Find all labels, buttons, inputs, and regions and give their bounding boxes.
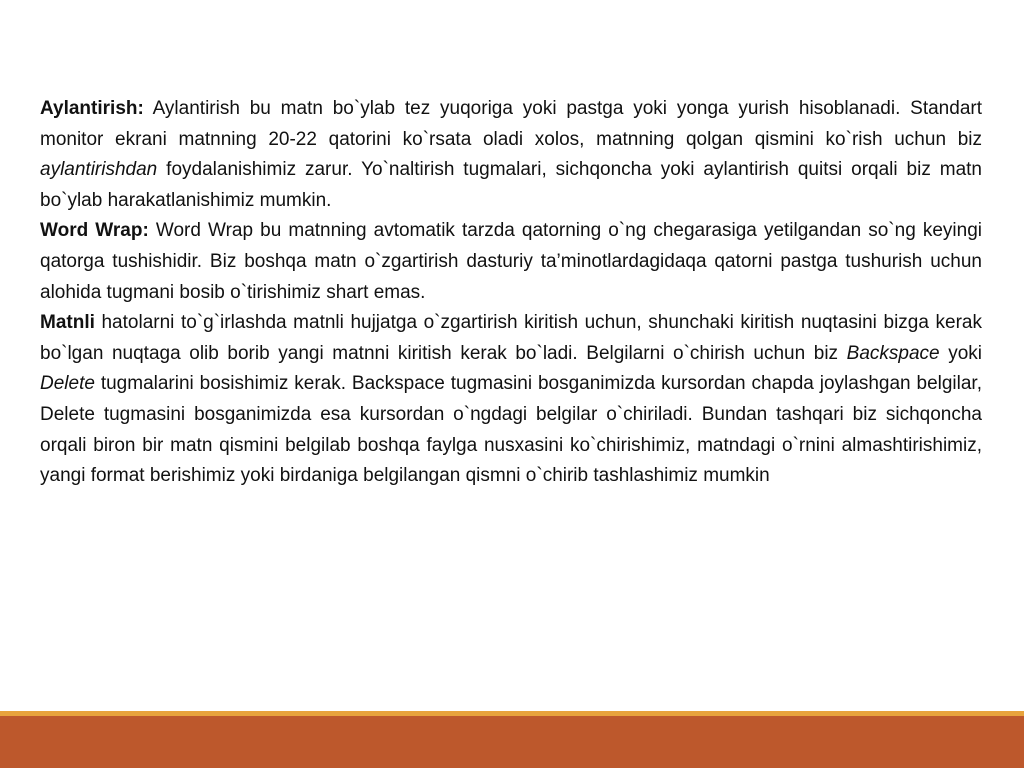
paragraph-text: foydalanishimiz zarur. Yo`naltirish tugmalari, sichqoncha yoki aylantirish quitsi orqali biz matn bo`ylab harakatlanishimiz mumkin. — [40, 159, 982, 211]
paragraph-matnli — [40, 308, 982, 492]
paragraph-text: Word Wrap bu matnning avtomatik tarzda qatorning o`ng chegarasiga yetilgandan so`ng keyingi qatorga tushishidir. Biz boshqa matn o`zgartirish dasturiy ta’minotlardagidaqa qatorni pastga tushurish uchun alohida tugmani bosib o`tirishimiz shart emas. — [40, 220, 982, 303]
slide-body-text — [40, 94, 982, 492]
term-aylantirish: Aylantirish: — [40, 98, 144, 119]
emphasis-backspace: Backspace — [846, 342, 940, 364]
paragraph-text: tugmalarini bosishimiz kerak. Backspace tugmasini bosganimizda kursordan chapda joylashgan belgilar, Delete tugmasini bosganimizda esa kursordan o`ngdagi belgilar o`chiriladi. Bundan tashqari biz sichqoncha orqali biron bir matn qismini belgilab boshqa faylga nusxasini ko`chirishimiz, matndagi o`rnini almashtirishimiz, yangi format berishimiz yoki birdaniga belgilangan qismni o`chirib tashlashimiz mumkin — [40, 373, 982, 487]
paragraph-text: Aylantirish bu matn bo`ylab tez yuqoriga yoki pastga yoki yonga yurish hisoblanadi. Standart monitor ekrani matnning 20-22 qatorini ko`rsata oladi xolos, matnning qolgan qismini ko`rish uchun biz — [40, 98, 982, 150]
paragraph-text: hatolarni to`g`irlashda matnli hujjatga o`zgartirish kiritish uchun, shunchaki kiritish nuqtasini bizga kerak bo`lgan nuqtaga olib borib yangi matnni kiritish kerak bo`ladi. Belgilarni o`chirish uchun biz — [40, 312, 982, 364]
footer-bar — [0, 716, 1024, 768]
paragraph-aylantirish — [40, 94, 982, 216]
paragraph-word-wrap — [40, 216, 982, 308]
emphasis-aylantirishdan: aylantirishdan — [40, 159, 158, 181]
paragraph-text: yoki — [939, 342, 982, 364]
term-matnli: Matnli — [40, 312, 95, 334]
term-word-wrap: Word Wrap: — [40, 220, 149, 242]
emphasis-delete: Delete — [40, 373, 95, 395]
